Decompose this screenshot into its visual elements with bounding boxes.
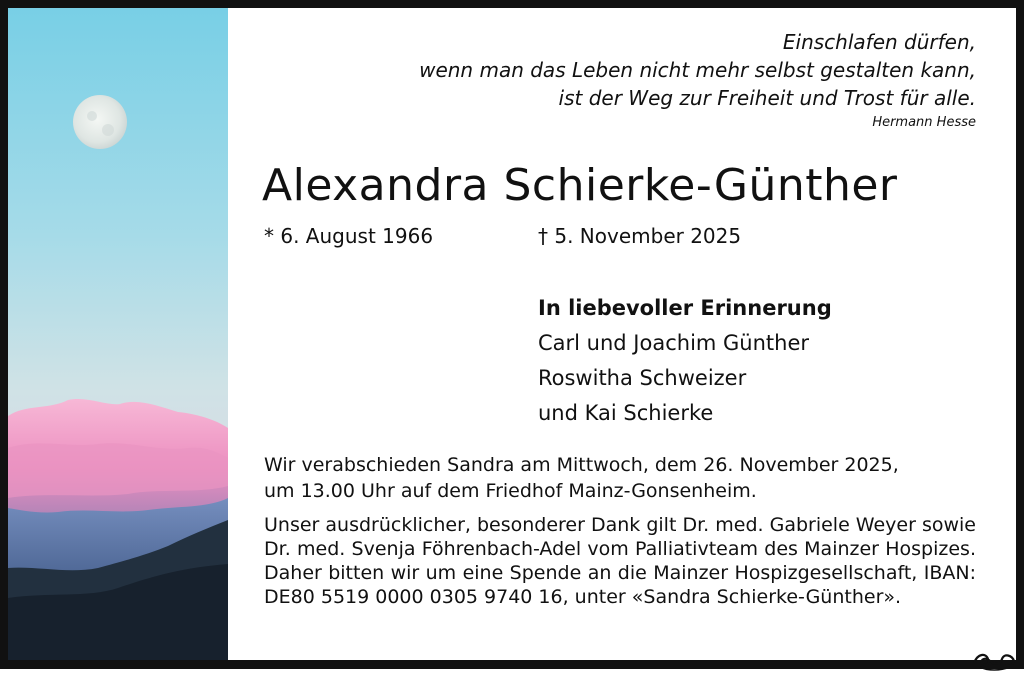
quote-line: wenn man das Leben nicht mehr selbst gestalten kann, — [419, 58, 976, 82]
farewell-text — [264, 452, 976, 504]
mourner-line: Carl und Joachim Günther — [538, 331, 810, 355]
deceased-name: Alexandra Schierke-Günther — [262, 160, 898, 211]
moon-landscape-photo — [8, 8, 228, 660]
mourners-block — [538, 291, 832, 431]
quote-author: Hermann Hesse — [872, 115, 976, 130]
farewell-line: um 13.00 Uhr auf dem Friedhof Mainz-Gonsenheim. — [264, 480, 757, 502]
mourner-line: und Kai Schierke — [538, 401, 714, 425]
hesse-quote — [419, 28, 976, 132]
death-date: † 5. November 2025 — [538, 224, 742, 248]
birth-date: * 6. August 1966 — [264, 224, 434, 248]
notice-content — [228, 8, 1016, 660]
quote-line: ist der Weg zur Freiheit und Trost für alle. — [558, 86, 976, 110]
memory-heading: In liebevoller Erinnerung — [538, 296, 832, 320]
ornament-icon — [970, 647, 1018, 673]
thanks-paragraph: Unser ausdrücklicher, besonderer Dank gilt Dr. med. Gabriele Weyer sowie Dr. med. Svenja Föhrenbach-Adel vom Palliativteam des Mainzer Hospizes. Daher bitten wir um eine Spende an die Mainzer Hospizgesellschaft, IBAN: DE80 5519 0000 0305 9740 16, unter «Sandra Schierke-Günther». — [264, 514, 976, 608]
farewell-line: Wir verabschieden Sandra am Mittwoch, dem 26. November 2025, — [264, 454, 899, 476]
mourner-line: Roswitha Schweizer — [538, 366, 747, 390]
quote-line: Einschlafen dürfen, — [782, 30, 976, 54]
